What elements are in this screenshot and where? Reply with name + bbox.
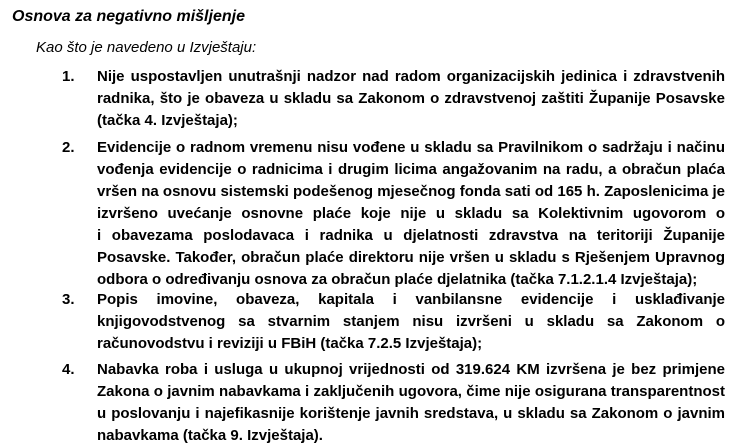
list-item-text — [97, 359, 725, 447]
list-item-number: 2. — [62, 139, 75, 156]
text-line: radnika, što je obaveza u skladu sa Zakonom o zdravstvenoj zaštiti Županije Posavske — [97, 90, 725, 107]
text-line: Nije uspostavljen unutrašnji nadzor nad radom organizacijskih jedinica i zdravstvenih — [97, 68, 725, 85]
text-line: (tačka 4. Izvještaja); — [97, 112, 238, 129]
text-line: u poslovanju i najefikasnije korištenje javnih sredstava, u skladu sa Zakonom o javnim — [97, 405, 725, 422]
intro-text: Kao što je navedeno u Izvještaju: — [36, 39, 257, 56]
text-line: izvršeno uvećanje osnovne plaće koje nije u skladu sa Kolektivnim ugovorom o — [97, 205, 725, 222]
text-line: i obavezama poslodavaca i radnika u djelatnosti zdravstva na teritoriji Županije — [97, 227, 725, 244]
text-line: Zakona o javnim nabavkama i zaključenih ugovora, čime nije osigurana transparentnost — [97, 383, 725, 400]
list-item-number: 3. — [62, 291, 75, 308]
text-line: odbora o određivanju osnova za obračun plaće djelatnika (tačka 7.1.2.1.4 Izvještaja); — [97, 271, 698, 288]
text-line: vršen na osnovu sistemski podešenog mjesečnog fonda sati od 165 h. Zaposlenicima je — [97, 183, 725, 200]
list-item-number: 4. — [62, 361, 75, 378]
text-line: računovodstvu i reviziji u FBiH (tačka 7.2.5 Izvještaja); — [97, 335, 483, 352]
section-heading: Osnova za negativno mišljenje — [12, 8, 245, 25]
text-line: knjigovodstvenog sa stvarnim stanjem nisu izvršeni u skladu sa Zakonom o — [97, 313, 725, 330]
text-line: Evidencije o radnom vremenu nisu vođene u skladu sa Pravilnikom o sadržaju i načinu — [97, 139, 725, 156]
list-item-text — [97, 289, 725, 355]
text-line: nabavkama (tačka 9. Izvještaja). — [97, 427, 323, 444]
text-line: Posavske. Također, obračun plaće direktoru nije vršen u skladu s Rješenjem Upravnog — [97, 249, 725, 266]
list-item-text — [97, 66, 725, 132]
text-line: vođenja evidencije o radnicima i drugim licima angažovanim na radu, a obračun plaća — [97, 161, 725, 178]
list-item-number: 1. — [62, 68, 75, 85]
text-line: Nabavka roba i usluga u ukupnoj vrijednosti od 319.624 KM izvršena je bez primjene — [97, 361, 725, 378]
text-line: Popis imovine, obaveza, kapitala i vanbilansne evidencije i usklađivanje — [97, 291, 725, 308]
list-item-text — [97, 137, 725, 291]
